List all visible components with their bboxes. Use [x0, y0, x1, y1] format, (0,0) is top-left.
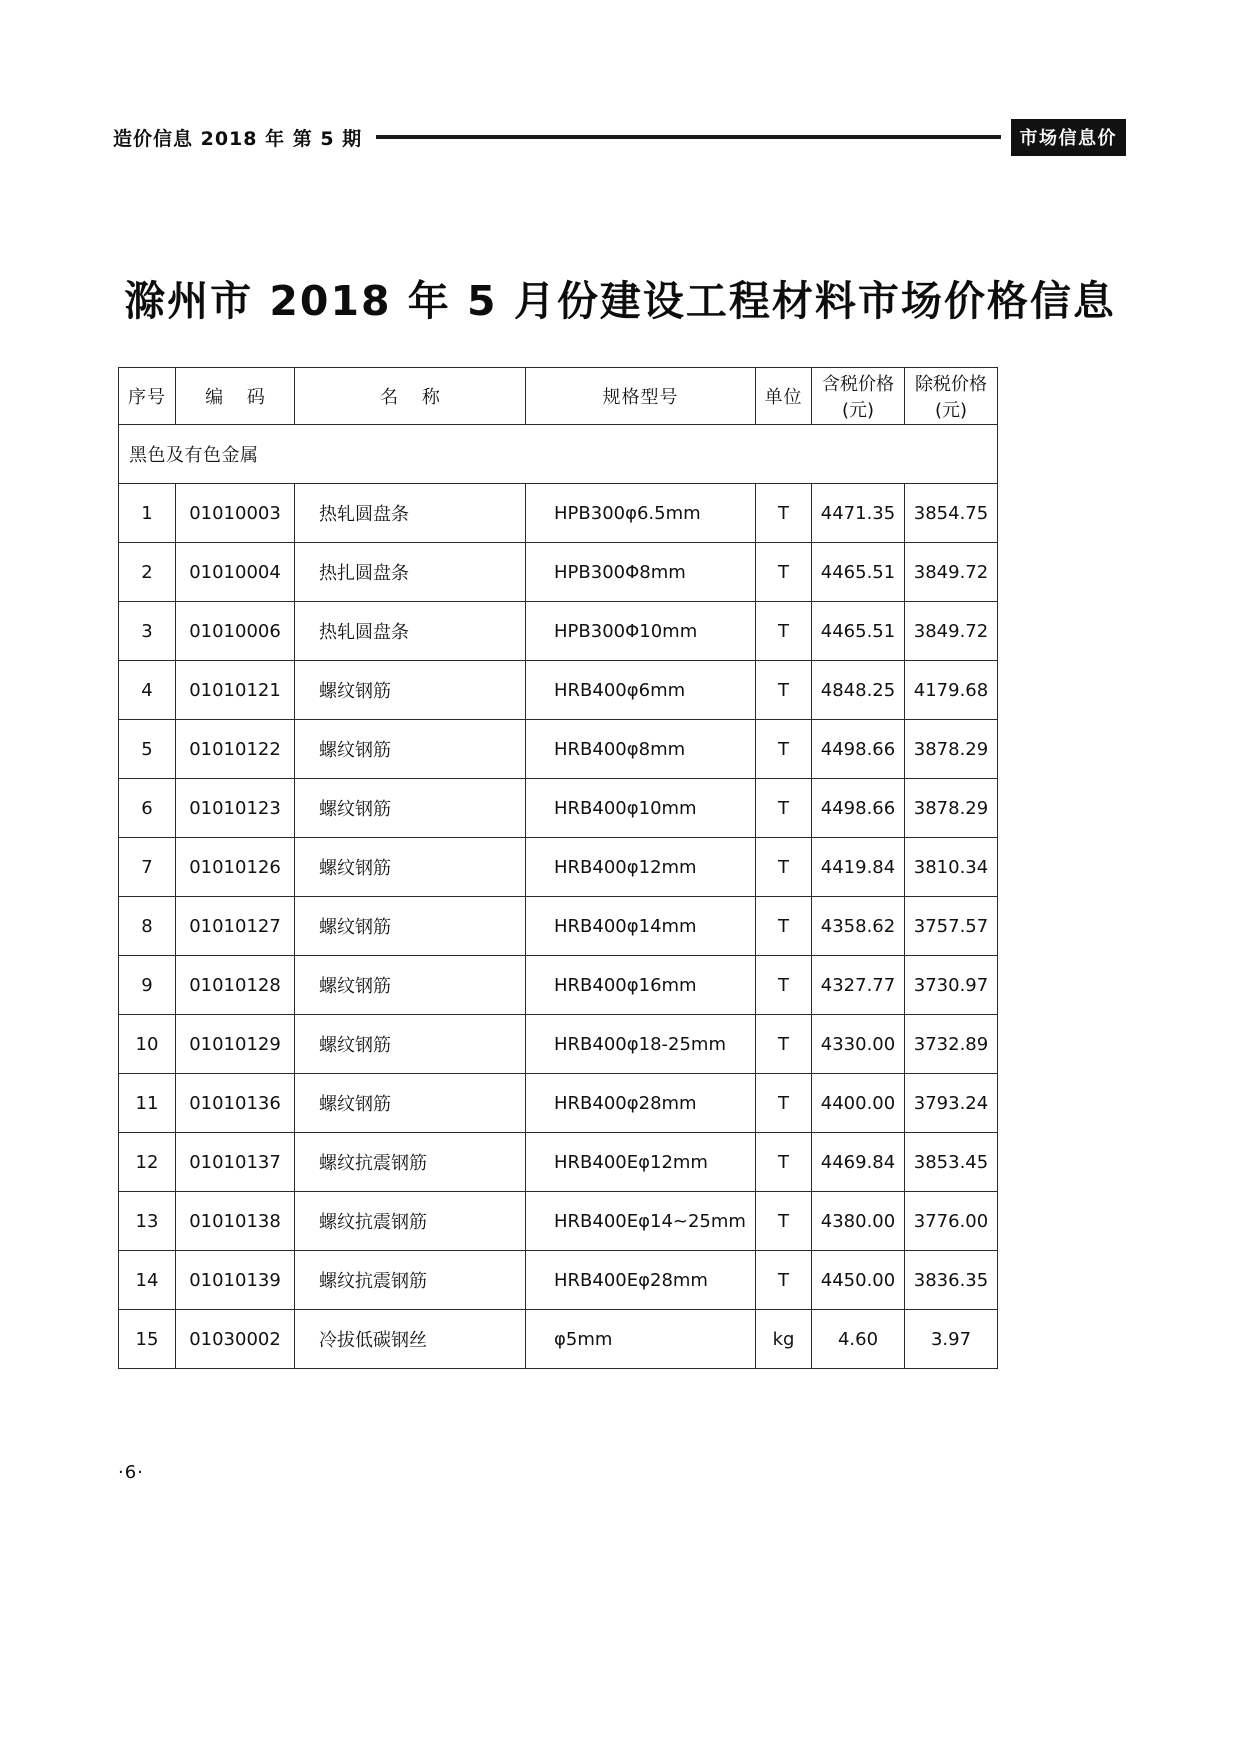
- cell-name: 螺纹抗震钢筋: [295, 1251, 526, 1310]
- cell-code: 01010122: [176, 720, 295, 779]
- cell-spec: HRB400φ12mm: [526, 838, 756, 897]
- cell-unit: T: [756, 1074, 812, 1133]
- header-issue-label: 造价信息 2018 年 第 5 期: [113, 127, 363, 150]
- cell-spec: HRB400φ28mm: [526, 1074, 756, 1133]
- table-header-row: [119, 368, 998, 425]
- table-row: [119, 543, 998, 602]
- table-row: [119, 897, 998, 956]
- cell-price-no-tax: 3810.34: [905, 838, 998, 897]
- cell-price-no-tax: 3878.29: [905, 720, 998, 779]
- cell-name: 螺纹钢筋: [295, 1074, 526, 1133]
- column-header-spec: 规格型号: [526, 368, 756, 425]
- table-row: [119, 602, 998, 661]
- cell-unit: T: [756, 484, 812, 543]
- cell-name: 螺纹钢筋: [295, 838, 526, 897]
- cell-price-with-tax: 4471.35: [812, 484, 905, 543]
- cell-spec: HRB400φ10mm: [526, 779, 756, 838]
- cell-code: 01010003: [176, 484, 295, 543]
- cell-spec: HRB400Eφ12mm: [526, 1133, 756, 1192]
- cell-no: 14: [119, 1251, 176, 1310]
- cell-no: 8: [119, 897, 176, 956]
- cell-price-with-tax: 4465.51: [812, 602, 905, 661]
- cell-name: 螺纹钢筋: [295, 897, 526, 956]
- cell-spec: HRB400Eφ14~25mm: [526, 1192, 756, 1251]
- cell-price-with-tax: 4848.25: [812, 661, 905, 720]
- table-row: [119, 1192, 998, 1251]
- cell-spec: HRB400φ6mm: [526, 661, 756, 720]
- cell-spec: φ5mm: [526, 1310, 756, 1369]
- cell-unit: T: [756, 720, 812, 779]
- cell-code: 01030002: [176, 1310, 295, 1369]
- price-table-container: [118, 367, 990, 1369]
- cell-name: 螺纹钢筋: [295, 1015, 526, 1074]
- table-row: [119, 1251, 998, 1310]
- cell-price-with-tax: 4330.00: [812, 1015, 905, 1074]
- cell-no: 5: [119, 720, 176, 779]
- cell-name: 热轧圆盘条: [295, 484, 526, 543]
- cell-code: 01010126: [176, 838, 295, 897]
- cell-unit: T: [756, 779, 812, 838]
- cell-code: 01010004: [176, 543, 295, 602]
- category-row: [119, 425, 998, 484]
- cell-price-with-tax: 4327.77: [812, 956, 905, 1015]
- column-header-unit: 单位: [756, 368, 812, 425]
- cell-unit: T: [756, 838, 812, 897]
- cell-code: 01010136: [176, 1074, 295, 1133]
- cell-code: 01010137: [176, 1133, 295, 1192]
- cell-no: 2: [119, 543, 176, 602]
- cell-price-no-tax: 3776.00: [905, 1192, 998, 1251]
- cell-price-with-tax: 4.60: [812, 1310, 905, 1369]
- cell-code: 01010121: [176, 661, 295, 720]
- cell-no: 15: [119, 1310, 176, 1369]
- table-row: [119, 1310, 998, 1369]
- header-divider-rule: [376, 135, 1000, 139]
- cell-name: 螺纹抗震钢筋: [295, 1133, 526, 1192]
- cell-code: 01010129: [176, 1015, 295, 1074]
- cell-code: 01010123: [176, 779, 295, 838]
- cell-no: 10: [119, 1015, 176, 1074]
- column-header-no: 序号: [119, 368, 176, 425]
- cell-price-no-tax: 3732.89: [905, 1015, 998, 1074]
- category-label: 黑色及有色金属: [119, 425, 998, 484]
- cell-spec: HRB400φ18-25mm: [526, 1015, 756, 1074]
- page-number: ·6·: [118, 1462, 144, 1483]
- cell-no: 9: [119, 956, 176, 1015]
- cell-code: 01010127: [176, 897, 295, 956]
- table-row: [119, 956, 998, 1015]
- cell-spec: HRB400Eφ28mm: [526, 1251, 756, 1310]
- cell-unit: kg: [756, 1310, 812, 1369]
- cell-unit: T: [756, 956, 812, 1015]
- cell-price-with-tax: 4419.84: [812, 838, 905, 897]
- cell-price-no-tax: 4179.68: [905, 661, 998, 720]
- cell-no: 11: [119, 1074, 176, 1133]
- cell-code: 01010006: [176, 602, 295, 661]
- table-row: [119, 661, 998, 720]
- cell-spec: HPB300Φ8mm: [526, 543, 756, 602]
- cell-code: 01010139: [176, 1251, 295, 1310]
- column-header-price-no-tax: 除税价格(元): [905, 368, 998, 425]
- cell-price-no-tax: 3730.97: [905, 956, 998, 1015]
- table-body: [119, 425, 998, 1369]
- header-section-badge: 市场信息价: [1011, 119, 1127, 156]
- cell-price-no-tax: 3853.45: [905, 1133, 998, 1192]
- table-row: [119, 838, 998, 897]
- cell-name: 螺纹钢筋: [295, 779, 526, 838]
- table-row: [119, 779, 998, 838]
- cell-price-no-tax: 3757.57: [905, 897, 998, 956]
- cell-unit: T: [756, 602, 812, 661]
- cell-price-no-tax: 3836.35: [905, 1251, 998, 1310]
- column-header-name: 名 称: [295, 368, 526, 425]
- cell-unit: T: [756, 1251, 812, 1310]
- cell-code: 01010138: [176, 1192, 295, 1251]
- cell-spec: HPB300φ6.5mm: [526, 484, 756, 543]
- cell-price-with-tax: 4358.62: [812, 897, 905, 956]
- column-header-price-with-tax: 含税价格(元): [812, 368, 905, 425]
- cell-name: 热轧圆盘条: [295, 602, 526, 661]
- cell-price-with-tax: 4380.00: [812, 1192, 905, 1251]
- cell-name: 螺纹钢筋: [295, 720, 526, 779]
- cell-spec: HRB400φ8mm: [526, 720, 756, 779]
- cell-no: 6: [119, 779, 176, 838]
- cell-spec: HRB400φ16mm: [526, 956, 756, 1015]
- cell-no: 3: [119, 602, 176, 661]
- table-row: [119, 1133, 998, 1192]
- cell-code: 01010128: [176, 956, 295, 1015]
- table-row: [119, 1015, 998, 1074]
- cell-unit: T: [756, 661, 812, 720]
- cell-price-no-tax: 3.97: [905, 1310, 998, 1369]
- cell-unit: T: [756, 1192, 812, 1251]
- page-title: 滁州市 2018 年 5 月份建设工程材料市场价格信息: [124, 277, 1116, 325]
- table-row: [119, 484, 998, 543]
- cell-name: 螺纹抗震钢筋: [295, 1192, 526, 1251]
- cell-name: 冷拔低碳钢丝: [295, 1310, 526, 1369]
- cell-price-with-tax: 4450.00: [812, 1251, 905, 1310]
- cell-price-with-tax: 4465.51: [812, 543, 905, 602]
- column-header-code: 编 码: [176, 368, 295, 425]
- cell-name: 螺纹钢筋: [295, 956, 526, 1015]
- cell-no: 12: [119, 1133, 176, 1192]
- cell-price-no-tax: 3793.24: [905, 1074, 998, 1133]
- cell-unit: T: [756, 1133, 812, 1192]
- cell-price-no-tax: 3849.72: [905, 543, 998, 602]
- cell-spec: HPB300Φ10mm: [526, 602, 756, 661]
- cell-price-with-tax: 4498.66: [812, 779, 905, 838]
- cell-price-with-tax: 4469.84: [812, 1133, 905, 1192]
- cell-no: 7: [119, 838, 176, 897]
- running-header: [113, 120, 1126, 154]
- cell-name: 螺纹钢筋: [295, 661, 526, 720]
- cell-price-with-tax: 4400.00: [812, 1074, 905, 1133]
- cell-no: 4: [119, 661, 176, 720]
- table-row: [119, 1074, 998, 1133]
- cell-price-no-tax: 3878.29: [905, 779, 998, 838]
- cell-price-no-tax: 3854.75: [905, 484, 998, 543]
- cell-price-with-tax: 4498.66: [812, 720, 905, 779]
- cell-no: 1: [119, 484, 176, 543]
- cell-name: 热扎圆盘条: [295, 543, 526, 602]
- cell-unit: T: [756, 1015, 812, 1074]
- material-price-table: [118, 367, 998, 1369]
- cell-unit: T: [756, 897, 812, 956]
- table-row: [119, 720, 998, 779]
- cell-spec: HRB400φ14mm: [526, 897, 756, 956]
- cell-unit: T: [756, 543, 812, 602]
- cell-no: 13: [119, 1192, 176, 1251]
- cell-price-no-tax: 3849.72: [905, 602, 998, 661]
